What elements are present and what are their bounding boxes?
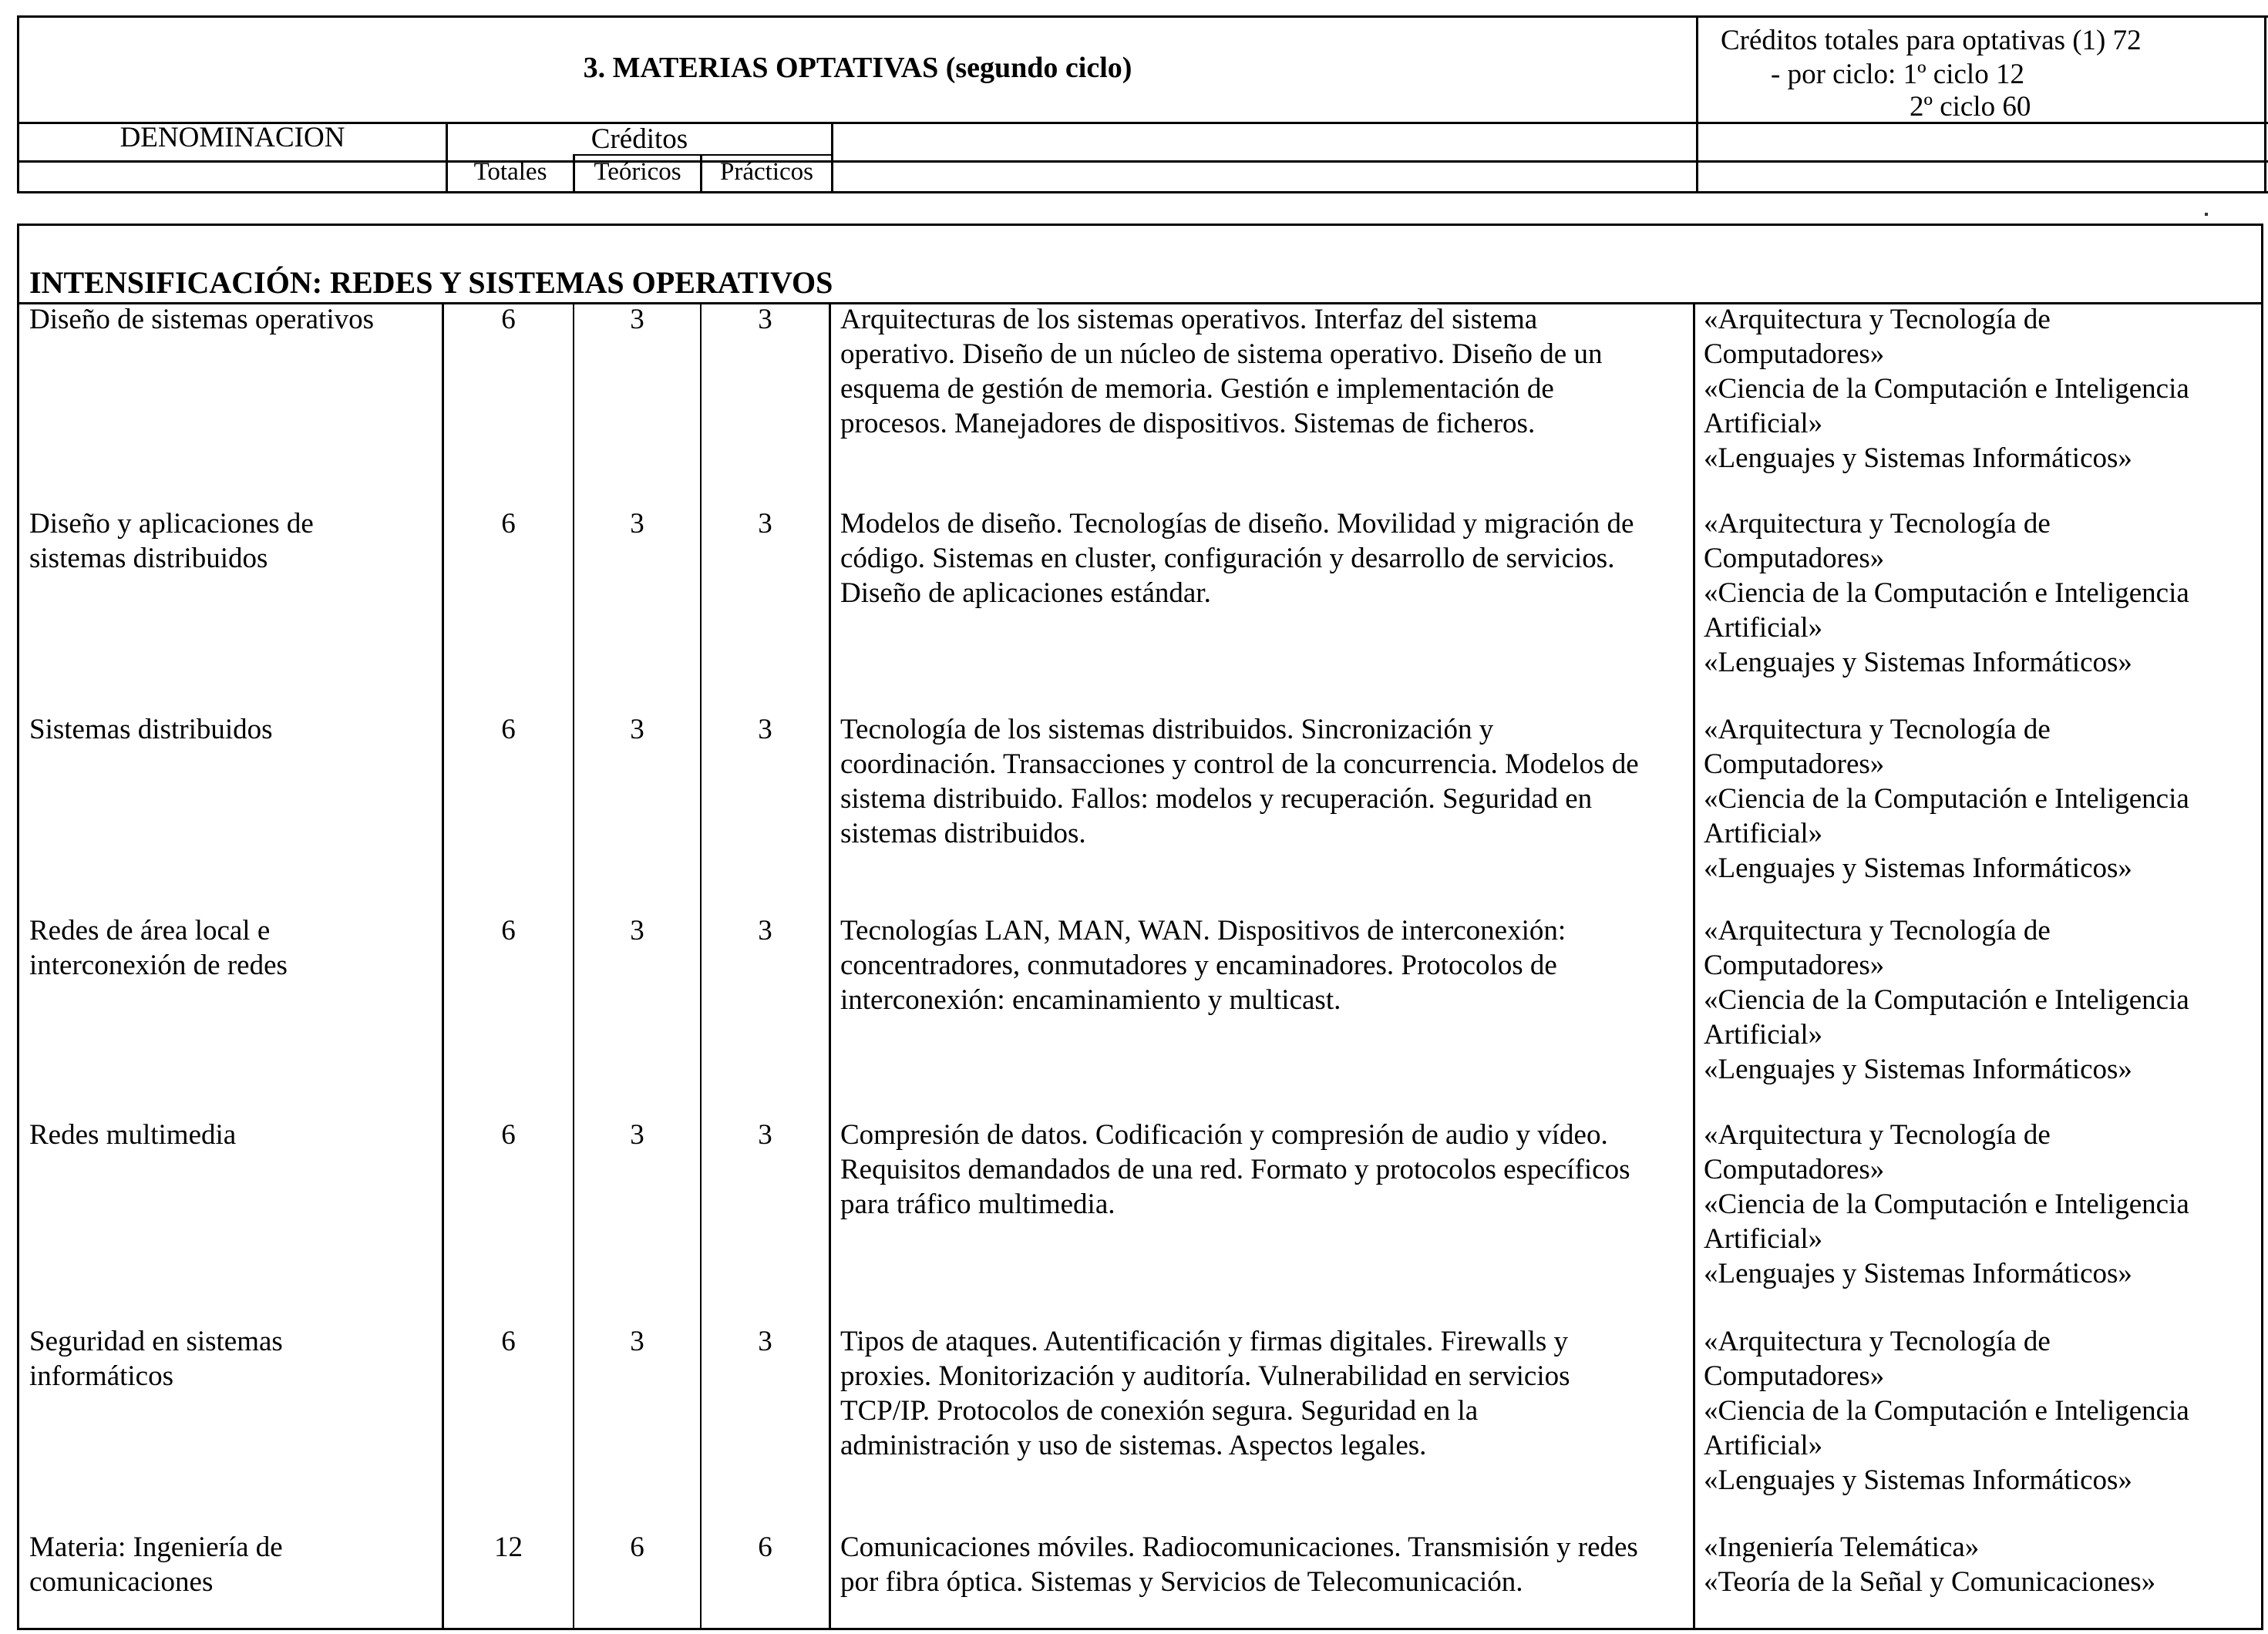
knowledge-area-line: Computadores» [1704, 543, 1885, 574]
subject-description [840, 712, 1688, 851]
credits-per-cycle-2: 2º ciclo 60 [1910, 91, 2031, 123]
credits-teoricos: 3 [630, 304, 644, 335]
subject-name-line: sistemas distribuidos [29, 543, 268, 574]
description-line: coordinación. Transacciones y control de la concurrencia. Modelos de [840, 748, 1639, 780]
description-line: Tecnología de los sistemas distribuidos. Sincronización y [840, 714, 1494, 745]
credits-totales: 6 [501, 1119, 516, 1151]
subject-name-line: Sistemas distribuidos [29, 714, 273, 745]
subject-name-line: Diseño y aplicaciones de [29, 508, 314, 540]
knowledge-area-line: Computadores» [1704, 950, 1885, 981]
credits-totales: 6 [501, 915, 516, 946]
subject-name-line: Diseño de sistemas operativos [29, 304, 374, 335]
col-denominacion: DENOMINACION [119, 122, 345, 153]
description-line: Arquitecturas de los sistemas operativos. Interfaz del sistema [840, 304, 1538, 335]
credits-practicos: 3 [758, 714, 772, 745]
subject-name [29, 913, 438, 983]
col-creditos: Créditos [591, 123, 688, 155]
subject-description [840, 913, 1688, 1017]
credits-totales: 6 [501, 304, 516, 335]
description-line: por fibra óptica. Sistemas y Servicios de Telecomunicación. [840, 1566, 1523, 1598]
credits-teoricos: 3 [630, 1119, 644, 1151]
description-line: interconexión: encaminamiento y multicast. [840, 984, 1341, 1016]
knowledge-area-line: Artificial» [1704, 1019, 1823, 1051]
subject-name-line: Seguridad en sistemas [29, 1326, 283, 1357]
knowledge-area-line: Artificial» [1704, 612, 1823, 644]
subject-name [29, 506, 438, 576]
knowledge-area-line: «Lenguajes y Sistemas Informáticos» [1704, 852, 2132, 884]
section-title: INTENSIFICACIÓN: REDES Y SISTEMAS OPERATIVOS [29, 265, 833, 300]
credits-totales: 6 [501, 1326, 516, 1357]
knowledge-area-line: «Lenguajes y Sistemas Informáticos» [1704, 647, 2132, 678]
knowledge-area-line: Artificial» [1704, 1223, 1823, 1255]
description-line: sistemas distribuidos. [840, 818, 1086, 849]
description-line: Modelos de diseño. Tecnologías de diseño. Movilidad y migración de [840, 508, 1634, 540]
subject-name-line: Materia: Ingeniería de [29, 1531, 283, 1563]
description-line: administración y uso de sistemas. Aspectos legales. [840, 1430, 1427, 1461]
credits-practicos: 3 [758, 508, 772, 540]
credits-teoricos: 3 [630, 915, 644, 946]
credits-per-cycle-1: - por ciclo: 1º ciclo 12 [1771, 59, 2024, 90]
subject-description [840, 506, 1688, 610]
credits-teoricos: 3 [630, 714, 644, 745]
knowledge-areas [1704, 506, 2259, 680]
knowledge-area-line: Artificial» [1704, 408, 1823, 439]
col-totales: Totales [473, 158, 547, 186]
knowledge-area-line: «Ciencia de la Computación e Inteligencia [1704, 1395, 2189, 1427]
credits-teoricos: 6 [630, 1531, 644, 1563]
knowledge-area-line: «Ciencia de la Computación e Inteligencia [1704, 577, 2189, 609]
description-line: TCP/IP. Protocolos de conexión segura. Seguridad en la [840, 1395, 1479, 1427]
credits-practicos: 3 [758, 304, 772, 335]
subject-name-line: Redes multimedia [29, 1119, 237, 1151]
description-line: Requisitos demandados de una red. Formato y protocolos específicos [840, 1154, 1630, 1185]
subject-name-line: informáticos [29, 1360, 174, 1392]
subject-description [840, 1324, 1688, 1463]
subject-name-line: interconexión de redes [29, 950, 288, 981]
knowledge-area-line: «Ciencia de la Computación e Inteligencia [1704, 1189, 2189, 1220]
description-line: Tipos de ataques. Autentificación y firmas digitales. Firewalls y [840, 1326, 1569, 1357]
knowledge-area-line: Computadores» [1704, 748, 1885, 780]
subject-name [29, 1324, 438, 1394]
knowledge-area-line: Artificial» [1704, 818, 1823, 849]
scan-mark [2205, 213, 2208, 216]
knowledge-areas [1704, 1324, 2259, 1498]
knowledge-area-line: «Arquitectura y Tecnología de [1704, 1326, 2051, 1357]
description-line: código. Sistemas en cluster, configuración y desarrollo de servicios. [840, 543, 1615, 574]
subject-name-line: Redes de área local e [29, 915, 271, 946]
knowledge-area-line: «Arquitectura y Tecnología de [1704, 508, 2051, 540]
credits-practicos: 3 [758, 1119, 772, 1151]
knowledge-area-line: «Ciencia de la Computación e Inteligencia [1704, 373, 2189, 405]
knowledge-area-line: Computadores» [1704, 338, 1885, 370]
credits-total: Créditos totales para optativas (1) 72 [1721, 25, 2142, 56]
subject-description [840, 302, 1688, 441]
subject-name [29, 1530, 438, 1599]
knowledge-area-line: «Lenguajes y Sistemas Informáticos» [1704, 1258, 2132, 1289]
knowledge-areas [1704, 302, 2259, 476]
knowledge-area-line: «Arquitectura y Tecnología de [1704, 1119, 2051, 1151]
credits-totales: 6 [501, 508, 516, 540]
description-line: para tráfico multimedia. [840, 1189, 1115, 1220]
description-line: Compresión de datos. Codificación y compresión de audio y vídeo. [840, 1119, 1608, 1151]
description-line: operativo. Diseño de un núcleo de sistema operativo. Diseño de un [840, 338, 1603, 370]
credits-practicos: 3 [758, 1326, 772, 1357]
col-practicos: Prácticos [720, 158, 813, 186]
knowledge-area-line: «Ingeniería Telemática» [1704, 1531, 1980, 1563]
description-line: Tecnologías LAN, MAN, WAN. Dispositivos de interconexión: [840, 915, 1566, 946]
knowledge-area-line: «Lenguajes y Sistemas Informáticos» [1704, 1054, 2132, 1085]
description-line: Diseño de aplicaciones estándar. [840, 577, 1211, 609]
credits-practicos: 6 [758, 1531, 772, 1563]
description-line: Comunicaciones móviles. Radiocomunicaciones. Transmisión y redes [840, 1531, 1638, 1563]
description-line: concentradores, conmutadores y encaminadores. Protocolos de [840, 950, 1557, 981]
knowledge-area-line: «Teoría de la Señal y Comunicaciones» [1704, 1566, 2156, 1598]
knowledge-area-line: «Arquitectura y Tecnología de [1704, 714, 2051, 745]
knowledge-areas [1704, 712, 2259, 886]
knowledge-area-line: «Lenguajes y Sistemas Informáticos» [1704, 442, 2132, 474]
credits-teoricos: 3 [630, 508, 644, 540]
description-line: esquema de gestión de memoria. Gestión e implementación de [840, 373, 1554, 405]
subject-description [840, 1530, 1688, 1599]
col-teoricos: Teóricos [594, 158, 681, 186]
description-line: sistema distribuido. Fallos: modelos y recuperación. Seguridad en [840, 783, 1593, 815]
credits-teoricos: 3 [630, 1326, 644, 1357]
subject-description [840, 1118, 1688, 1222]
knowledge-area-line: Computadores» [1704, 1360, 1885, 1392]
credits-totales: 12 [494, 1531, 523, 1563]
subject-name [29, 712, 438, 747]
credits-practicos: 3 [758, 915, 772, 946]
knowledge-area-line: «Arquitectura y Tecnología de [1704, 304, 2051, 335]
credits-totales: 6 [501, 714, 516, 745]
subject-name [29, 302, 438, 337]
knowledge-areas [1704, 1530, 2259, 1599]
knowledge-area-line: «Arquitectura y Tecnología de [1704, 915, 2051, 946]
knowledge-areas [1704, 913, 2259, 1087]
knowledge-area-line: Computadores» [1704, 1154, 1885, 1185]
knowledge-area-line: «Lenguajes y Sistemas Informáticos» [1704, 1464, 2132, 1496]
subject-name [29, 1118, 438, 1152]
description-line: proxies. Monitorización y auditoría. Vulnerabilidad en servicios [840, 1360, 1570, 1392]
subject-name-line: comunicaciones [29, 1566, 214, 1598]
knowledge-area-line: «Ciencia de la Computación e Inteligencia [1704, 783, 2189, 815]
description-line: procesos. Manejadores de dispositivos. Sistemas de ficheros. [840, 408, 1536, 439]
knowledge-area-line: Artificial» [1704, 1430, 1823, 1461]
page-title: 3. MATERIAS OPTATIVAS (segundo ciclo) [583, 52, 1132, 84]
knowledge-areas [1704, 1118, 2259, 1291]
knowledge-area-line: «Ciencia de la Computación e Inteligencia [1704, 984, 2189, 1016]
